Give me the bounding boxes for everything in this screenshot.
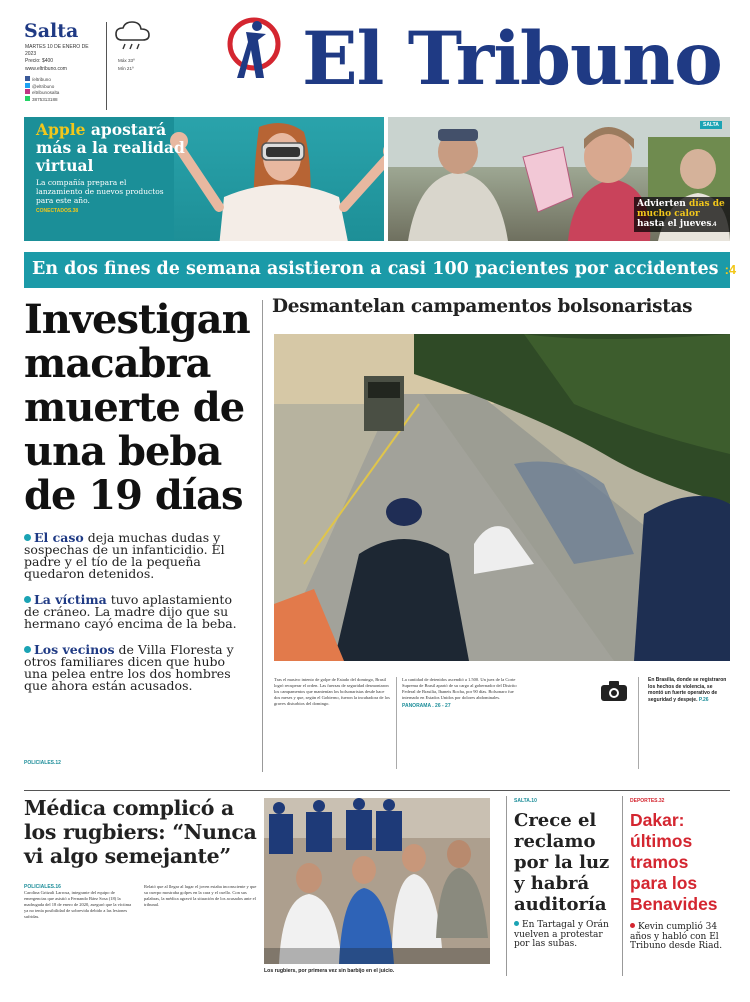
luz-story[interactable] xyxy=(514,798,618,978)
bullet-dot-icon xyxy=(24,596,31,603)
masthead-title: El Tribuno xyxy=(302,16,722,102)
brazil-story[interactable] xyxy=(272,296,730,780)
lead-bullets xyxy=(24,532,240,692)
dakar-section: DEPORTES.32 xyxy=(630,798,665,804)
apple-brand: Apple xyxy=(36,120,86,139)
vertical-rule-lead xyxy=(262,300,263,772)
bullet-dot-icon xyxy=(24,534,31,541)
lead-bullet-2: La víctima tuvo aplastamiento de cráneo. La madre dijo que su hermano cayó encima de la beba. xyxy=(24,592,237,631)
masthead-date: MARTES 10 DE ENERO DE 2023 xyxy=(25,44,89,57)
brazil-col1: Tras el masivo intento de golpe de Estado del domingo, Brasil logró recuperar el orden. Las fuerzas de seguridad desmontaron los campamentos que mantenían los bolsonaristas desde hace dos meses y que, según el Gobierno, fueron la incubadora de los graves disturbios del domingo. xyxy=(274,677,390,706)
brazil-photo xyxy=(274,334,730,661)
vertical-rule-rugby xyxy=(506,796,507,976)
camera-icon xyxy=(600,680,628,702)
masthead-website: www.eltribuno.com xyxy=(25,66,67,72)
lead-bullet-1: El caso deja muchas dudas y sospechas de un infanticidio. El padre y el tío de la pequeña quedaron detenidos. xyxy=(24,530,225,581)
apple-section: CONECTADOS.38 xyxy=(36,208,79,214)
accidents-banner[interactable] xyxy=(24,252,737,288)
accidents-banner-text: En dos fines de semana asistieron a casi 100 pacientes por accidentes :4 xyxy=(32,259,737,279)
rugby-col1-wrap xyxy=(24,884,136,920)
lead-headline: Investigan macabra muerte de una beba de 19 días xyxy=(24,296,250,519)
luz-bullet: En Tartagal y Orán vuelven a protestar por las subas. xyxy=(514,920,609,949)
masthead xyxy=(0,0,750,116)
brazil-headline: Desmantelan campamentos bolsonaristas xyxy=(272,296,693,317)
brazil-caption-page: P.26 xyxy=(698,696,709,703)
vertical-rule-luz xyxy=(622,796,623,976)
dakar-bullet: Kevin cumplió 34 años y habló con El Tribuno desde Riad. xyxy=(630,922,723,951)
luz-section: SALTA.10 xyxy=(514,798,537,804)
heat-promo[interactable] xyxy=(388,117,730,241)
rugbiers-photo xyxy=(264,798,490,964)
lead-section: POLICIALES.12 xyxy=(24,760,61,766)
apple-promo[interactable] xyxy=(24,117,384,241)
bullet-dot-icon xyxy=(514,921,519,926)
weather-max: Máx 33º xyxy=(118,58,135,63)
rugby-col2: Relató que al llegar al lugar el joven estaba inconsciente y que su cuerpo mostraba golpes en la cara y el cuello. Con sus palabras, la médica agravó la situación de los acusados ante el tribunal. xyxy=(144,884,257,907)
brazil-col-rule-1 xyxy=(396,677,397,769)
rugby-photo-caption: Los rugbiers, por primera vez sin barbijo en el juicio. xyxy=(264,968,395,974)
masthead-divider xyxy=(106,22,107,110)
bullet-dot-icon xyxy=(24,646,31,653)
weather-min: Mín 21º xyxy=(118,66,134,71)
brazil-col2: La cantidad de detenidos ascendió a 1.500. Un juez de la Corte Suprema de Brasil apartó de su cargo al gobernador del Distrito Federal de Brasilia, Ibaneis Rocha, por 90 días. Bolsonaro fue internado en Estados Unidos por dolores abdominales. xyxy=(402,677,517,700)
luz-headline: Crece el reclamo por la luz y habrá auditoría xyxy=(514,810,610,915)
el-tribuno-logo-icon xyxy=(224,16,284,108)
dakar-headline: Dakar: últimos tramos para los Benavides xyxy=(630,810,718,914)
rugby-section: POLICIALES.16 xyxy=(24,884,61,890)
vr-woman-illustration xyxy=(164,117,384,241)
dakar-story[interactable] xyxy=(630,798,730,978)
apple-promo-text xyxy=(36,121,186,214)
heat-tag: SALTA xyxy=(700,121,722,129)
heat-caption: Advierten días de mucho calor hasta el jueves.4 xyxy=(634,197,730,232)
brazil-col2-section: PANORAMA . 26 - 27 xyxy=(402,703,451,709)
apple-headline: apostará más a la realidad virtual xyxy=(36,120,185,175)
facebook-icon xyxy=(25,76,30,81)
social-whatsapp[interactable]: 3875313188 xyxy=(25,96,103,103)
social-facebook[interactable]: /eltribuno xyxy=(25,76,103,83)
lead-bullet-3: Los vecinos de Villa Floresta y otros familiares dicen que hubo una pelea entre los dos hombres que ahora están acusados. xyxy=(24,642,234,693)
bullet-dot-icon xyxy=(630,923,635,928)
social-twitter[interactable]: @eltribuno xyxy=(25,83,103,90)
twitter-icon xyxy=(25,83,30,88)
social-list xyxy=(25,76,103,102)
brazil-col2-wrap xyxy=(402,677,520,709)
masthead-city: Salta xyxy=(24,20,79,42)
rugby-photo xyxy=(264,798,490,964)
whatsapp-icon xyxy=(25,96,30,101)
lead-story[interactable] xyxy=(24,298,254,778)
apple-body: La compañía prepara el lanzamiento de nuevos productos para este año. xyxy=(36,178,164,205)
rugby-story[interactable] xyxy=(24,796,504,992)
brazil-col-rule-2 xyxy=(638,677,639,769)
brazil-camp-photo xyxy=(274,334,730,661)
rugby-headline: Médica complicó a los rugbiers: “Nunca vi algo semejante” xyxy=(24,796,257,868)
social-instagram[interactable]: eltribunosalta xyxy=(25,89,103,96)
masthead-price: Precio: $400 xyxy=(25,58,54,64)
section-rule xyxy=(24,790,730,791)
cloud-rain-icon xyxy=(113,20,153,52)
brazil-caption-wrap xyxy=(648,677,728,703)
rugby-col1: Carolina Gritzali Larrosa, integrante del equipo de emergencias que asistió a Fernando Báez Sosa (18) la madrugada del 18 de enero de 2020, aseguró que la víctima ya no tenía posibilidad de sobrevida debido a las lesiones sufridas. xyxy=(24,890,132,919)
instagram-icon xyxy=(25,89,30,94)
brazil-caption: En Brasilia, donde se registraron los hechos de violencia, se montó un fuerte operativo de seguridad y despeje. xyxy=(648,677,727,703)
